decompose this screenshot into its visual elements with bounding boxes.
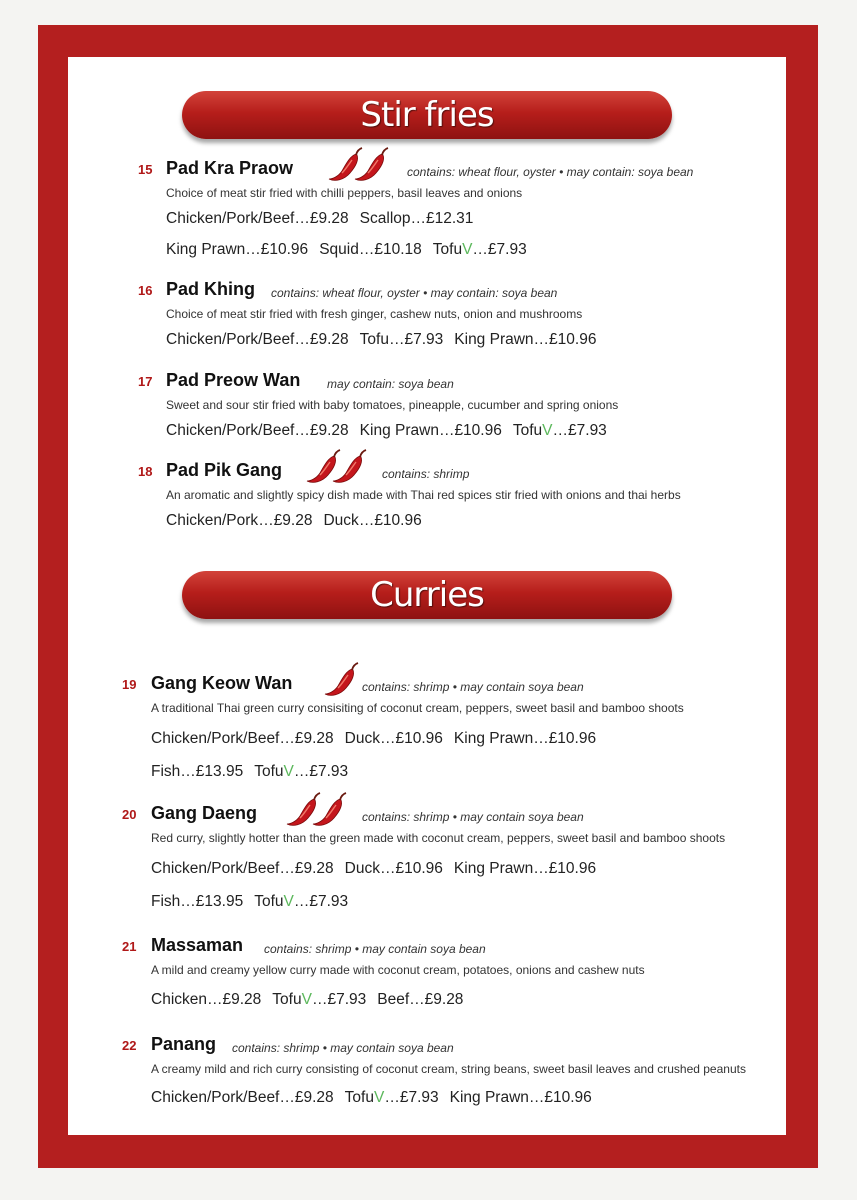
price-option-label: Tofu [432,241,463,258]
price-row [151,860,607,878]
price-option-label: Chicken/Pork/Beef [166,422,295,439]
chilli-rating-icon [326,146,394,186]
price-option-price: …£10.96 [438,422,502,439]
item-number: 21 [122,939,137,954]
price-option-label: King Prawn [166,241,246,258]
price-row [166,331,607,349]
chilli-pepper-icon [333,450,366,482]
chilli-pepper-icon [287,793,320,825]
price-option-price: …£9.28 [279,730,334,747]
price-option [166,512,312,529]
chilli-pepper-icon [329,148,362,180]
price-option [433,241,527,258]
item-name: Panang [151,1034,217,1054]
item-number: 17 [138,374,153,389]
section-banner-curries [182,571,672,619]
price-option-price: …£9.28 [409,991,464,1008]
price-option-label: Chicken/Pork/Beef [151,730,280,747]
price-option-price: …£10.96 [380,860,443,877]
price-option-price: …£9.28 [294,210,349,227]
vegetarian-marker: V [283,763,294,780]
price-row [166,422,618,440]
price-row [166,512,433,530]
price-option-label: Chicken/Pork/Beef [151,860,280,877]
price-option [377,991,463,1008]
price-option [254,763,348,780]
vegetarian-marker: V [542,422,553,439]
item-number: 16 [138,283,153,298]
item-name: Gang Daeng [151,803,258,823]
price-option-price: …£9.28 [207,991,262,1008]
price-option-label: Duck [344,860,380,877]
price-option-label: King Prawn [454,331,534,348]
price-option [450,1089,592,1106]
price-option-label: Chicken/Pork/Beef [151,1089,280,1106]
price-option-label: Chicken/Pork/Beef [166,331,295,348]
price-option-label: King Prawn [453,860,534,877]
item-allergens: contains: wheat flour, oyster • may contain: soya bean [271,286,558,300]
price-option [151,763,243,780]
price-option-label: Tofu [254,893,284,910]
price-option-label: Duck [323,512,359,529]
item-description: Choice of meat stir fried with chilli peppers, basil leaves and onions [166,186,523,200]
price-row [151,730,607,748]
item-number: 19 [122,677,137,692]
price-option [151,991,261,1008]
price-option-label: Tofu [254,763,284,780]
item-name: Pad Pik Gang [166,460,283,480]
item-description: Sweet and sour stir fried with baby tomatoes, pineapple, cucumber and spring onions [166,398,619,412]
price-option [166,422,349,439]
section-title: Curries [370,575,484,615]
price-option-price: …£9.28 [279,860,334,877]
item-description: A traditional Thai green curry consisiting of coconut cream, peppers, sweet basil and bamboo shoots [151,701,684,715]
price-option [454,860,596,877]
price-option-price: …£9.28 [279,1089,334,1106]
price-option [360,210,474,227]
item-number: 20 [122,807,137,822]
price-option-label: Duck [344,730,380,747]
item-allergens: may contain: soya bean [327,377,454,391]
chilli-pepper-icon [355,148,388,180]
item-allergens: contains: shrimp • may contain soya bean [362,810,584,824]
price-option [454,331,596,348]
price-option [166,241,308,258]
price-option-price: …£9.28 [294,422,349,439]
item-allergens: contains: shrimp • may contain soya bean [232,1041,454,1055]
item-description: An aromatic and slightly spicy dish made with Thai red spices stir fried with onions and thai herbs [166,488,681,502]
price-option-price: …£13.95 [180,763,244,780]
price-option-label: King Prawn [449,1089,529,1106]
price-option [345,860,443,877]
price-option-price: …£7.93 [472,241,527,258]
price-option [151,860,334,877]
price-option-price: …£7.93 [293,763,349,780]
item-name: Pad Khing [166,279,255,299]
price-option-price: …£12.31 [410,210,474,227]
price-option-price: …£10.18 [358,241,422,258]
vegetarian-marker: V [301,991,312,1008]
price-option-label: Tofu [512,422,543,439]
price-option-label: Chicken/Pork [166,512,259,529]
item-name: Massaman [151,935,244,955]
price-option-price: …£10.96 [358,512,422,529]
price-option [513,422,607,439]
price-option [360,422,502,439]
item-name: Pad Kra Praow [166,158,294,178]
price-row [166,241,538,259]
price-option [345,730,443,747]
vegetarian-marker: V [462,241,473,258]
price-option-price: …£10.96 [533,860,597,877]
price-option [319,241,422,258]
price-option-price: …£7.93 [384,1089,439,1106]
price-option-label: King Prawn [359,422,439,439]
price-row [151,763,359,781]
price-option [166,210,349,227]
price-option-label: Fish [151,763,181,780]
item-number: 18 [138,464,153,479]
item-number: 22 [122,1038,137,1053]
price-option-price: …£13.95 [180,893,244,910]
price-option-price: …£9.28 [294,331,349,348]
price-option-price: …£7.93 [388,331,444,348]
chilli-pepper-icon [307,450,340,482]
price-option [323,512,421,529]
price-option [151,893,243,910]
chilli-rating-icon [322,661,362,701]
price-option-price: …£10.96 [380,730,443,747]
price-option-price: …£7.93 [293,893,349,910]
item-description: Choice of meat stir fried with fresh ginger, cashew nuts, onion and mushrooms [166,307,583,321]
price-option-price: …£10.96 [528,1089,592,1106]
price-option-label: Tofu [272,991,302,1008]
section-banner-stir-fries [182,91,672,139]
chilli-rating-icon [284,791,352,831]
price-row [151,1089,603,1107]
vegetarian-marker: V [373,1089,385,1106]
price-option-label: Chicken/Pork/Beef [166,210,295,227]
price-option-label: King Prawn [453,730,534,747]
price-option-price: …£9.28 [258,512,313,529]
section-title: Stir fries [360,95,494,135]
item-name: Gang Keow Wan [151,673,293,693]
price-option [345,1089,439,1106]
item-allergens: contains: shrimp • may contain soya bean [264,942,486,956]
price-option [254,893,348,910]
price-option [360,331,444,348]
item-description: A mild and creamy yellow curry made with coconut cream, potatoes, onions and cashew nuts [151,963,645,977]
price-option-label: Fish [151,893,181,910]
price-option [151,1089,334,1106]
price-option-price: …£7.93 [552,422,607,439]
chilli-pepper-icon [313,793,346,825]
item-allergens: contains: shrimp • may contain soya bean [362,680,584,694]
vegetarian-marker: V [283,893,294,910]
price-option-label: Squid [319,241,359,258]
price-option-price: …£10.96 [245,241,309,258]
price-option [454,730,596,747]
item-allergens: contains: shrimp [382,467,470,481]
price-option-label: Tofu [359,331,389,348]
price-option [151,730,334,747]
item-description: A creamy mild and rich curry consisting of coconut cream, string beans, sweet basil leaves and crushed peanuts [151,1062,746,1076]
chilli-rating-icon [304,448,372,488]
chilli-pepper-icon [325,663,358,695]
price-row [151,893,359,911]
price-option-label: Scallop [359,210,411,227]
price-option-label: Tofu [344,1089,374,1106]
item-description: Red curry, slightly hotter than the green made with coconut cream, peppers, sweet basil and bamboo shoots [151,831,726,845]
price-option-price: …£7.93 [311,991,367,1008]
price-option-price: …£10.96 [533,331,597,348]
price-row [151,991,474,1009]
price-option-label: Beef [377,991,410,1008]
item-allergens: contains: wheat flour, oyster • may contain: soya bean [407,165,694,179]
price-option-label: Chicken [151,991,207,1008]
price-option [166,331,349,348]
item-number: 15 [138,162,153,177]
price-option [272,991,366,1008]
price-option-price: …£10.96 [533,730,597,747]
item-name: Pad Preow Wan [166,370,301,390]
price-row [166,210,484,228]
